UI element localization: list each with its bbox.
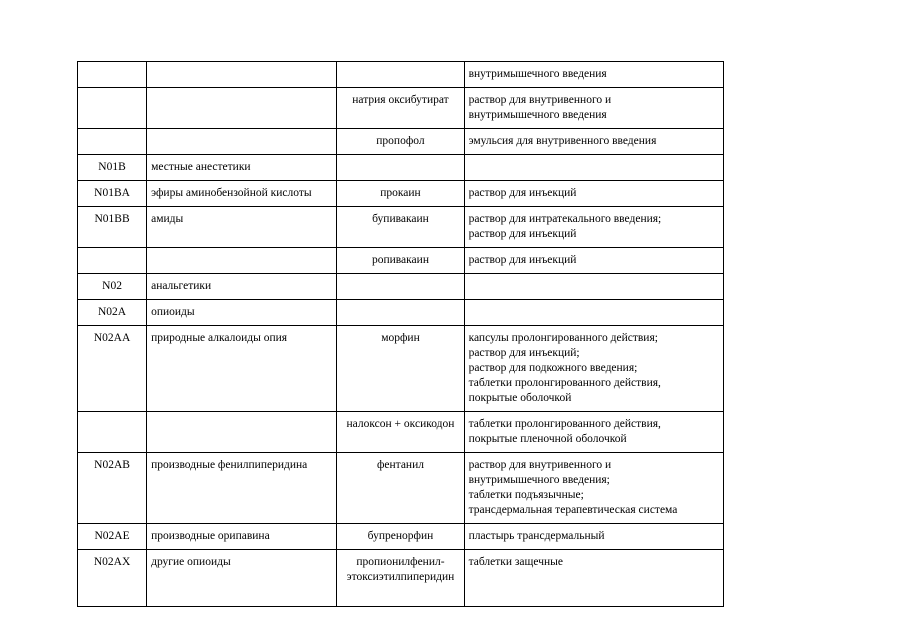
atc-code-cell: N02	[78, 274, 147, 300]
table-row	[78, 274, 724, 300]
anatomical-group-cell: эфиры аминобензойной кислоты	[147, 181, 337, 207]
anatomical-group-cell: другие опиоиды	[147, 550, 337, 607]
drug-name-cell: бупренорфин	[337, 524, 464, 550]
drug-name-cell	[337, 300, 464, 326]
atc-code-cell: N02AA	[78, 326, 147, 412]
dosage-form-cell	[464, 326, 723, 412]
drug-name-cell: морфин	[337, 326, 464, 412]
atc-code-cell	[78, 129, 147, 155]
atc-code-cell	[78, 62, 147, 88]
drug-name-cell	[337, 274, 464, 300]
drug-name-cell	[337, 155, 464, 181]
dosage-form-line: покрытые оболочкой	[468, 392, 572, 404]
dosage-form-line: раствор для интратекального введения;	[468, 213, 662, 225]
atc-code-cell	[78, 88, 147, 129]
atc-code-cell: N01BA	[78, 181, 147, 207]
anatomical-group-cell	[147, 62, 337, 88]
atc-code-cell: N02AX	[78, 550, 147, 607]
dosage-form-line: пластырь трансдермальный	[468, 530, 605, 542]
dosage-form-line: раствор для инъекций	[468, 254, 577, 266]
table-body	[78, 62, 724, 607]
dosage-form-cell	[464, 248, 723, 274]
table-row	[78, 453, 724, 524]
anatomical-group-cell: природные алкалоиды опия	[147, 326, 337, 412]
anatomical-group-cell: опиоиды	[147, 300, 337, 326]
anatomical-group-cell: местные анестетики	[147, 155, 337, 181]
dosage-form-cell	[464, 524, 723, 550]
dosage-form-cell	[464, 155, 723, 181]
atc-code-cell	[78, 412, 147, 453]
dosage-form-line: таблетки подъязычные;	[468, 489, 584, 501]
dosage-form-line: внутримышечного введения	[468, 109, 607, 121]
dosage-form-line: раствор для инъекций	[468, 228, 577, 240]
dosage-form-cell	[464, 412, 723, 453]
dosage-form-line: раствор для внутривенного и	[468, 94, 612, 106]
drug-name-cell	[337, 62, 464, 88]
dosage-form-line: внутримышечного введения;	[468, 474, 610, 486]
dosage-form-line: трансдермальная терапевтическая система	[468, 504, 678, 516]
anatomical-group-cell: производные орипавина	[147, 524, 337, 550]
dosage-form-line: раствор для подкожного введения;	[468, 362, 638, 374]
dosage-form-line: раствор для внутривенного и	[468, 459, 612, 471]
dosage-form-line: раствор для инъекций;	[468, 347, 580, 359]
dosage-form-cell	[464, 550, 723, 607]
dosage-form-cell	[464, 62, 723, 88]
drug-name-cell: фентанил	[337, 453, 464, 524]
dosage-form-cell	[464, 181, 723, 207]
drug-name-cell: бупивакаин	[337, 207, 464, 248]
table-row	[78, 207, 724, 248]
table-row	[78, 524, 724, 550]
atc-code-cell: N01BB	[78, 207, 147, 248]
drug-name-cell: ропивакаин	[337, 248, 464, 274]
drug-name-cell: налоксон + оксикодон	[337, 412, 464, 453]
drug-name-cell: пропофол	[337, 129, 464, 155]
atc-code-cell	[78, 248, 147, 274]
dosage-form-line: таблетки защечные	[468, 556, 563, 568]
table-row	[78, 88, 724, 129]
dosage-form-line: эмульсия для внутривенного введения	[468, 135, 657, 147]
atc-code-cell: N02AE	[78, 524, 147, 550]
table-row	[78, 155, 724, 181]
anatomical-group-cell	[147, 248, 337, 274]
drug-name-cell: прокаин	[337, 181, 464, 207]
dosage-form-line: капсулы пролонгированного действия;	[468, 332, 658, 344]
medication-table	[77, 61, 724, 607]
table-row	[78, 326, 724, 412]
atc-code-cell: N02A	[78, 300, 147, 326]
table-row	[78, 62, 724, 88]
dosage-form-cell	[464, 300, 723, 326]
dosage-form-cell	[464, 453, 723, 524]
anatomical-group-cell	[147, 412, 337, 453]
dosage-form-cell	[464, 129, 723, 155]
table-row	[78, 181, 724, 207]
anatomical-group-cell	[147, 88, 337, 129]
table-row	[78, 129, 724, 155]
dosage-form-line: покрытые пленочной оболочкой	[468, 433, 627, 445]
table-row	[78, 248, 724, 274]
table-row	[78, 550, 724, 607]
anatomical-group-cell	[147, 129, 337, 155]
atc-code-cell: N01B	[78, 155, 147, 181]
dosage-form-line: таблетки пролонгированного действия,	[468, 377, 661, 389]
dosage-form-line: внутримышечного введения	[468, 68, 607, 80]
drug-name-cell: натрия оксибутират	[337, 88, 464, 129]
drug-name-cell: пропионилфенил-этоксиэтилпиперидин	[337, 550, 464, 607]
atc-code-cell: N02AB	[78, 453, 147, 524]
dosage-form-line: раствор для инъекций	[468, 187, 577, 199]
anatomical-group-cell: анальгетики	[147, 274, 337, 300]
dosage-form-cell	[464, 88, 723, 129]
table-row	[78, 300, 724, 326]
dosage-form-line: таблетки пролонгированного действия,	[468, 418, 661, 430]
anatomical-group-cell: амиды	[147, 207, 337, 248]
dosage-form-cell	[464, 274, 723, 300]
table-row	[78, 412, 724, 453]
dosage-form-cell	[464, 207, 723, 248]
anatomical-group-cell: производные фенилпиперидина	[147, 453, 337, 524]
